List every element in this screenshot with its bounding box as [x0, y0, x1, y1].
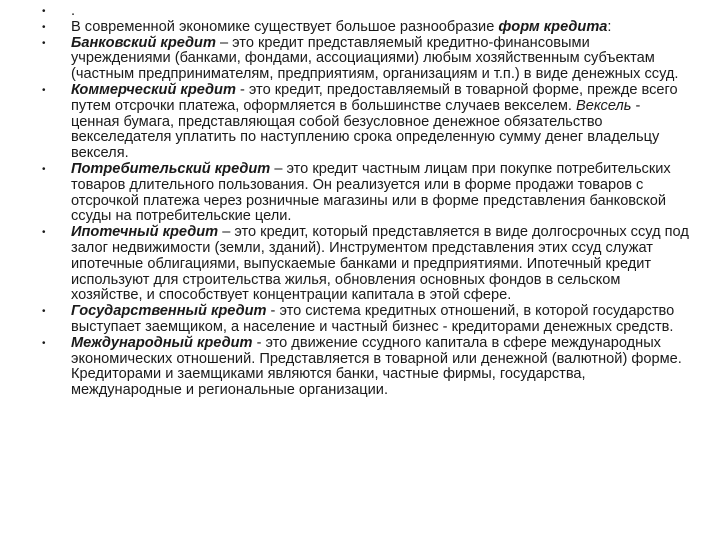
item-text: - ценная бумага, представляющая собой безусловное денежное обязательство векселедателя уплатить по наступлению срока определенную сумму денег владельцу векселя. [71, 97, 660, 162]
bullet-icon: • [42, 227, 46, 239]
bullet-icon: • [42, 306, 46, 318]
item-text: – это кредит, который представляется в виде долгосрочных ссуд под залог недвижимости (земли, зданий). Инструментом представления этих ссуд служат ипотечные облигациями, выпускаемые банками и предприятиями. Ипотечный кредит используют для строительства жилья, обновления основных фондов в сельском хозяйстве, и способствует концентрации капитала в этой сфере. [71, 224, 689, 304]
list-item-intro [0, 20, 720, 36]
item-text: – это кредит частным лицам при покупке потребительских товаров длительного пользования. Он реализуется или в форме продажи товаров с отсрочкой платежа через розничные магазины или в форме представления банковской ссуды на потребительские цели. [71, 160, 671, 225]
item-text: – это кредит представляемый кредитно-финансовыми учреждениями (банками, фондами, ассоциациями) любым хозяйственным субъектам (частным предпринимателям, предприятиям, организациям и т.п.) в виде денежных ссуд. [71, 34, 679, 83]
list-item-commercial-credit [0, 83, 720, 162]
item-text: В современной экономике существует большое разнообразие [71, 18, 499, 35]
item-term: Банковский кредит [71, 34, 216, 51]
list-item [0, 4, 720, 20]
bullet-icon: • [42, 163, 46, 175]
item-text: - это система кредитных отношений, в которой государство выступает заемщиком, а население и частный бизнес - кредиторами денежных средств. [71, 303, 675, 335]
item-text: . [71, 3, 76, 19]
list-item-state-credit [0, 304, 720, 336]
list-item-bank-credit [0, 36, 720, 83]
list-item-consumer-credit [0, 162, 720, 225]
item-term: Государственный кредит [71, 303, 267, 320]
bullet-icon: • [42, 337, 46, 349]
item-italic-term: Вексель [575, 97, 632, 114]
item-term: Коммерческий кредит [71, 81, 236, 98]
bullet-icon: • [42, 21, 46, 33]
item-text: : [607, 18, 612, 35]
item-term: форм кредита [498, 18, 608, 35]
bullet-icon: • [42, 37, 46, 49]
item-term: Международный кредит [71, 334, 253, 351]
bullet-icon: • [42, 6, 46, 17]
item-text: - это кредит, предоставляемый в товарной форме, прежде всего путем отсрочки платежа, оформляется в большинстве случаев векселем. [71, 81, 678, 114]
list-item-international-credit [0, 336, 720, 399]
item-term: Ипотечный кредит [71, 224, 219, 241]
list-item-mortgage-credit [0, 225, 720, 304]
item-text: - это движение ссудного капитала в сфере международных экономических отношений. Представляется в товарной или денежной (валютной) форме. Кредиторами и заемщиками являются банки, частные фирмы, государства, международные и региональные организации. [71, 334, 682, 399]
bullet-icon: • [42, 84, 46, 96]
item-term: Потребительский кредит [71, 160, 271, 177]
credit-forms-list [0, 4, 720, 399]
